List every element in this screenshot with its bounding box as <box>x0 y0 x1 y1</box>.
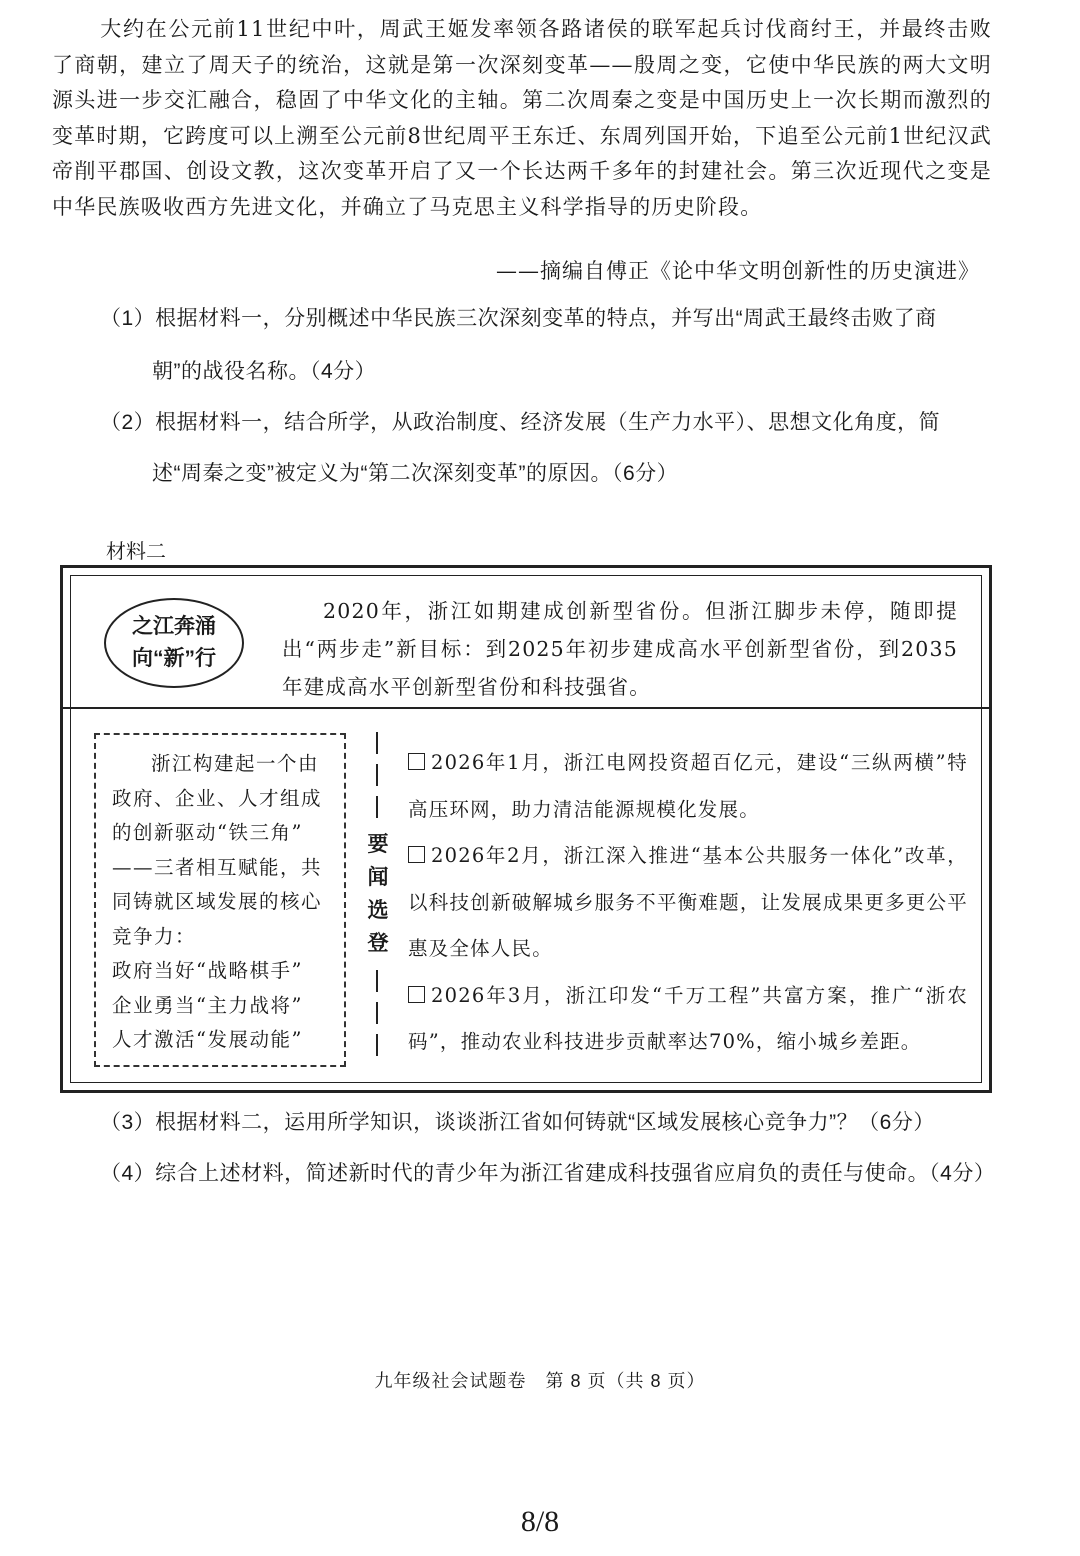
separator-dash <box>376 1034 378 1056</box>
material2-label: 材料二 <box>106 541 166 563</box>
question-4: （4）综合上述材料，简述新时代的青少年为浙江省建成科技强省应肩负的责任与使命。（4分） <box>100 1162 996 1185</box>
separator-dash <box>376 970 378 992</box>
material1-source: ——摘编自傅正《论中华文明创新性的历史演进》 <box>496 259 980 283</box>
news-item-text: 2026年3月，浙江印发“千万工程”共富方案，推广“浙农码”，推动农业科技进步贡献率达70%，缩小城乡差距。 <box>408 983 968 1053</box>
news-item <box>408 973 968 1066</box>
sidebar-line: 企业勇当“主力战将” <box>112 993 303 1017</box>
news-label-char: 要 <box>367 833 389 856</box>
page-footer: 九年级社会试题卷 第 8 页（共 8 页） <box>374 1371 706 1391</box>
theme-oval <box>104 598 244 688</box>
material1-paragraph: 大约在公元前11世纪中叶，周武王姬发率领各路诸侯的联军起兵讨伐商纣王，并最终击败了商朝，建立了周天子的统治，这就是第一次深刻变革——殷周之变，它使中华民族的两大文明源头进一步交汇融合，稳固了中华文化的主轴。第二次周秦之变是中国历史上一次长期而激烈的变革时期，它跨度可以上溯至公元前8世纪周平王东迁、东周列国开始，下追至公元前1世纪汉武帝削平郡国、创设文教，这次变革开启了又一个长达两千多年的封建社会。第三次近现代之变是中华民族吸收西方先进文化，并确立了马克思主义科学指导的历史阶段。 <box>52 17 992 219</box>
news-label-char: 登 <box>367 932 389 955</box>
theme-oval-line1: 之江奔涌 <box>132 615 216 638</box>
checkbox-icon <box>408 846 425 863</box>
sidebar-line: ——三者相互赋能，共 <box>112 855 323 879</box>
sidebar-line: 人才激活“发展动能” <box>112 1028 303 1051</box>
separator-dash <box>376 732 378 754</box>
theme-oval-line2: 向“新”行 <box>132 647 216 670</box>
separator-dash <box>376 764 378 786</box>
sidebar-line: 政府、企业、人才组成 <box>112 786 323 810</box>
checkbox-icon <box>408 986 425 1003</box>
news-item-text: 2026年2月，浙江深入推进“基本公共服务一体化”改革，以科技创新破解城乡服务不平衡难题，让发展成果更多更公平惠及全体人民。 <box>408 844 968 960</box>
sidebar-line: 的创新驱动“铁三角” <box>112 821 303 844</box>
checkbox-icon <box>408 753 425 770</box>
news-item <box>408 833 968 973</box>
separator-dash <box>376 1002 378 1024</box>
question-1: （1）根据材料一，分别概述中华民族三次深刻变革的特点，并写出“周武王最终击败了商 <box>100 307 937 330</box>
separator-dash <box>376 796 378 818</box>
sidebar-line: 政府当好“战略棋手” <box>112 959 303 982</box>
question-1-continued: 朝”的战役名称。（4分） <box>152 360 377 383</box>
sidebar-line: 同铸就区域发展的核心 <box>112 890 323 913</box>
material2-divider <box>60 707 992 709</box>
question-2: （2）根据材料一，结合所学，从政治制度、经济发展（生产力水平）、思想文化角度，简 <box>100 411 941 434</box>
page-number: 8/8 <box>520 1505 560 1538</box>
news-label-char: 闻 <box>367 866 389 889</box>
news-item-text: 2026年1月，浙江电网投资超百亿元，建设“三纵两横”特高压环网，助力清洁能源规模化发展。 <box>408 751 968 821</box>
material2-intro: 2020年，浙江如期建成创新型省份。但浙江脚步未停，随即提出“两步走”新目标：到2025年初步建成高水平创新型省份，到2035年建成高水平创新型省份和科技强省。 <box>282 599 958 699</box>
news-label <box>366 828 390 960</box>
question-2-continued: 述“周秦之变”被定义为“第二次深刻变革”的原因。（6分） <box>152 462 679 485</box>
news-list <box>408 740 968 1066</box>
sidebar-line: 竞争力： <box>112 924 197 948</box>
sidebar-line: 浙江构建起一个由 <box>151 752 320 775</box>
question-3: （3）根据材料二，运用所学知识，谈谈浙江省如何铸就“区域发展核心竞争力”？（6分） <box>100 1111 935 1134</box>
news-item <box>408 740 968 833</box>
news-label-char: 选 <box>367 899 389 922</box>
iron-triangle-box <box>94 733 346 1067</box>
